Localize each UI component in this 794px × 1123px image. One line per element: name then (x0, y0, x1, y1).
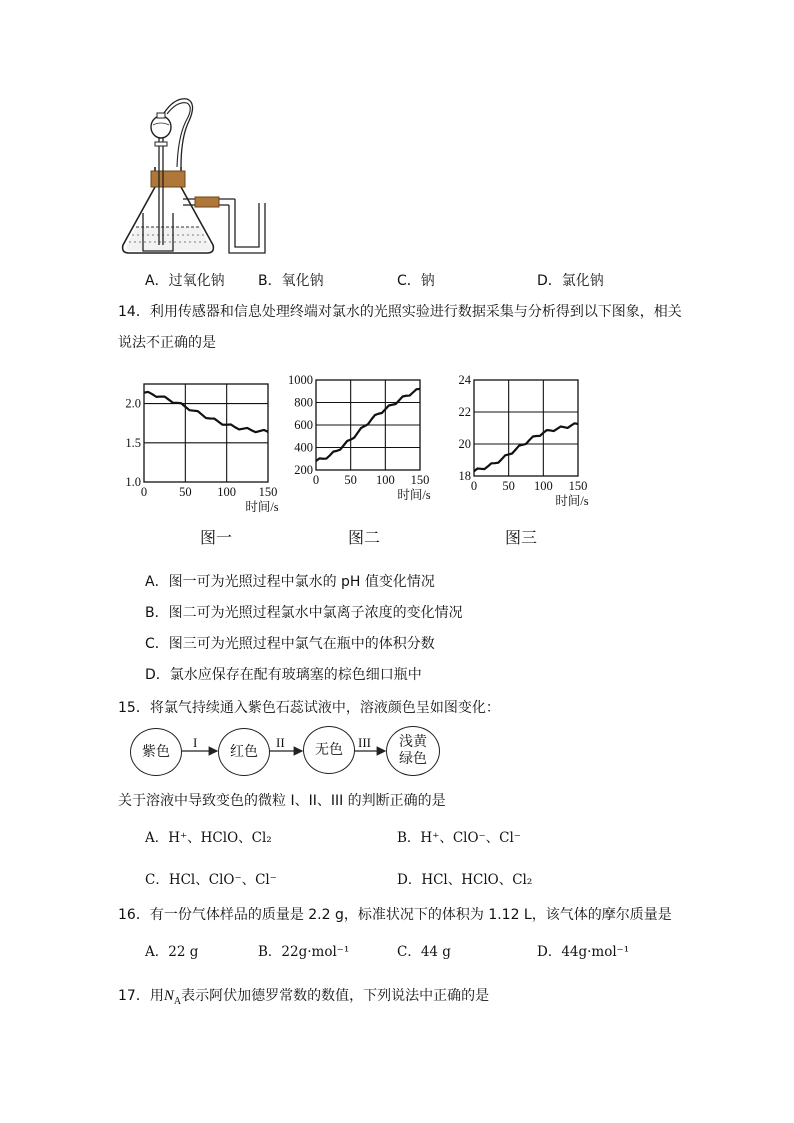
q14-option-c: C．图三可为光照过程中氯气在瓶中的体积分数 (145, 636, 435, 652)
chart-2-y-tick: 600 (294, 418, 313, 432)
node-colorless-label: 无色 (315, 741, 343, 758)
chart-3-y-tick: 20 (458, 437, 471, 451)
figure-label-2: 图二 (348, 528, 381, 547)
arrow-label-2: II (276, 735, 285, 750)
arrow-label-1: I (193, 735, 198, 750)
q15-option-b: B．H⁺、ClO⁻、Cl⁻ (397, 830, 521, 846)
chart-1-series-line (144, 392, 268, 432)
chart-2-y-tick: 200 (294, 463, 313, 477)
node-purple (130, 728, 182, 776)
chart-3-x-label: 时间/s (555, 494, 589, 508)
figure-label-3: 图三 (505, 528, 538, 547)
q13-option-b: B．氧化钠 (258, 273, 324, 289)
chart-1-frame (144, 384, 268, 482)
chart-3-x-tick: 0 (470, 479, 478, 493)
q13-option-a: A．过氧化钠 (145, 273, 225, 289)
chart-1-y-tick: 2.0 (125, 396, 141, 411)
chart-2-x-tick: 0 (312, 473, 320, 487)
q14-option-b: B．图二可为光照过程氯水中氯离子浓度的变化情况 (145, 605, 463, 621)
chart-3-y-tick: 24 (458, 373, 471, 387)
chart-1-y-tick: 1.0 (125, 475, 141, 489)
q15-option-d: D．HCl、HClO、Cl₂ (397, 872, 533, 888)
chart-3-x-tick: 150 (568, 479, 588, 493)
chart-1-x-tick: 0 (140, 485, 148, 499)
node-red-label: 红色 (230, 743, 258, 760)
chart-3-frame (474, 380, 578, 476)
q14-charts (110, 368, 610, 518)
q15-question: 关于溶液中导致变色的微粒 I、II、III 的判断正确的是 (118, 793, 446, 809)
chart-2-x-label: 时间/s (397, 488, 431, 502)
chart-3-x-tick: 100 (533, 479, 553, 493)
apparatus-diagram (115, 95, 285, 260)
chart-3-x-tick: 50 (502, 479, 515, 493)
q15-option-a: A．H⁺、HClO、Cl₂ (145, 830, 272, 846)
q16-option-c: C．44 g (397, 944, 451, 960)
node-4-line2: 绿色 (399, 751, 427, 767)
q16-option-a: A．22 g (145, 944, 199, 960)
q14-option-d: D．氯水应保存在配有玻璃塞的棕色细口瓶中 (145, 667, 422, 683)
node-purple-label: 紫色 (142, 743, 170, 760)
q17-suffix: 表示阿伏加德罗常数的数值，下列说法中正确的是 (181, 988, 490, 1004)
q13-option-c: C．钠 (397, 273, 435, 289)
arrow-label-3: III (358, 735, 371, 750)
q17-stem (118, 985, 489, 1007)
chart-2-x-tick: 100 (375, 473, 395, 487)
q16-option-b: B．22g·mol⁻¹ (258, 944, 350, 960)
q14-stem-line2: 说法不正确的是 (118, 335, 216, 351)
q15-stem: 15．将氯气持续通入紫色石蕊试液中，溶液颜色呈如图变化： (118, 700, 500, 716)
chart-1-x-tick: 50 (179, 485, 192, 499)
chart-2-y-tick: 1000 (288, 373, 313, 387)
node-light-yellow-green (386, 726, 440, 776)
node-4-line1: 浅黄 (399, 734, 427, 750)
figure-label-1: 图一 (200, 528, 233, 547)
q16-stem: 16．有一份气体样品的质量是 2.2 g，标准状况下的体积为 1.12 L，该气体的摩尔质量是 (118, 907, 672, 923)
chart-2-y-tick: 400 (294, 440, 313, 455)
chart-1-y-tick: 1.5 (125, 435, 141, 450)
q17-symbol: N (163, 988, 174, 1004)
chart-2-y-tick: 800 (294, 395, 313, 410)
chart-3-y-tick: 22 (458, 405, 471, 419)
chart-1-x-tick: 150 (258, 485, 278, 499)
q15-option-c: C．HCl、ClO⁻、Cl⁻ (145, 872, 277, 888)
chart-2-x-tick: 50 (344, 473, 357, 487)
chart-1-x-label: 时间/s (245, 500, 279, 514)
chart-2-x-tick: 150 (410, 473, 430, 487)
q16-option-d: D．44g·mol⁻¹ (537, 944, 630, 960)
chart-3-series-line (474, 423, 578, 471)
q14-stem-line1: 14．利用传感器和信息处理终端对氯水的光照实验进行数据采集与分析得到以下图象，相关 (118, 304, 682, 320)
q17-prefix: 17．用 (118, 988, 164, 1004)
chart-3-y-tick: 18 (458, 469, 471, 483)
chart-1-x-tick: 100 (217, 485, 237, 499)
q13-option-d: D．氯化钠 (537, 273, 604, 289)
q14-option-a: A．图一可为光照过程中氯水的 pH 值变化情况 (145, 574, 435, 590)
q17-subscript: A (173, 995, 182, 1007)
